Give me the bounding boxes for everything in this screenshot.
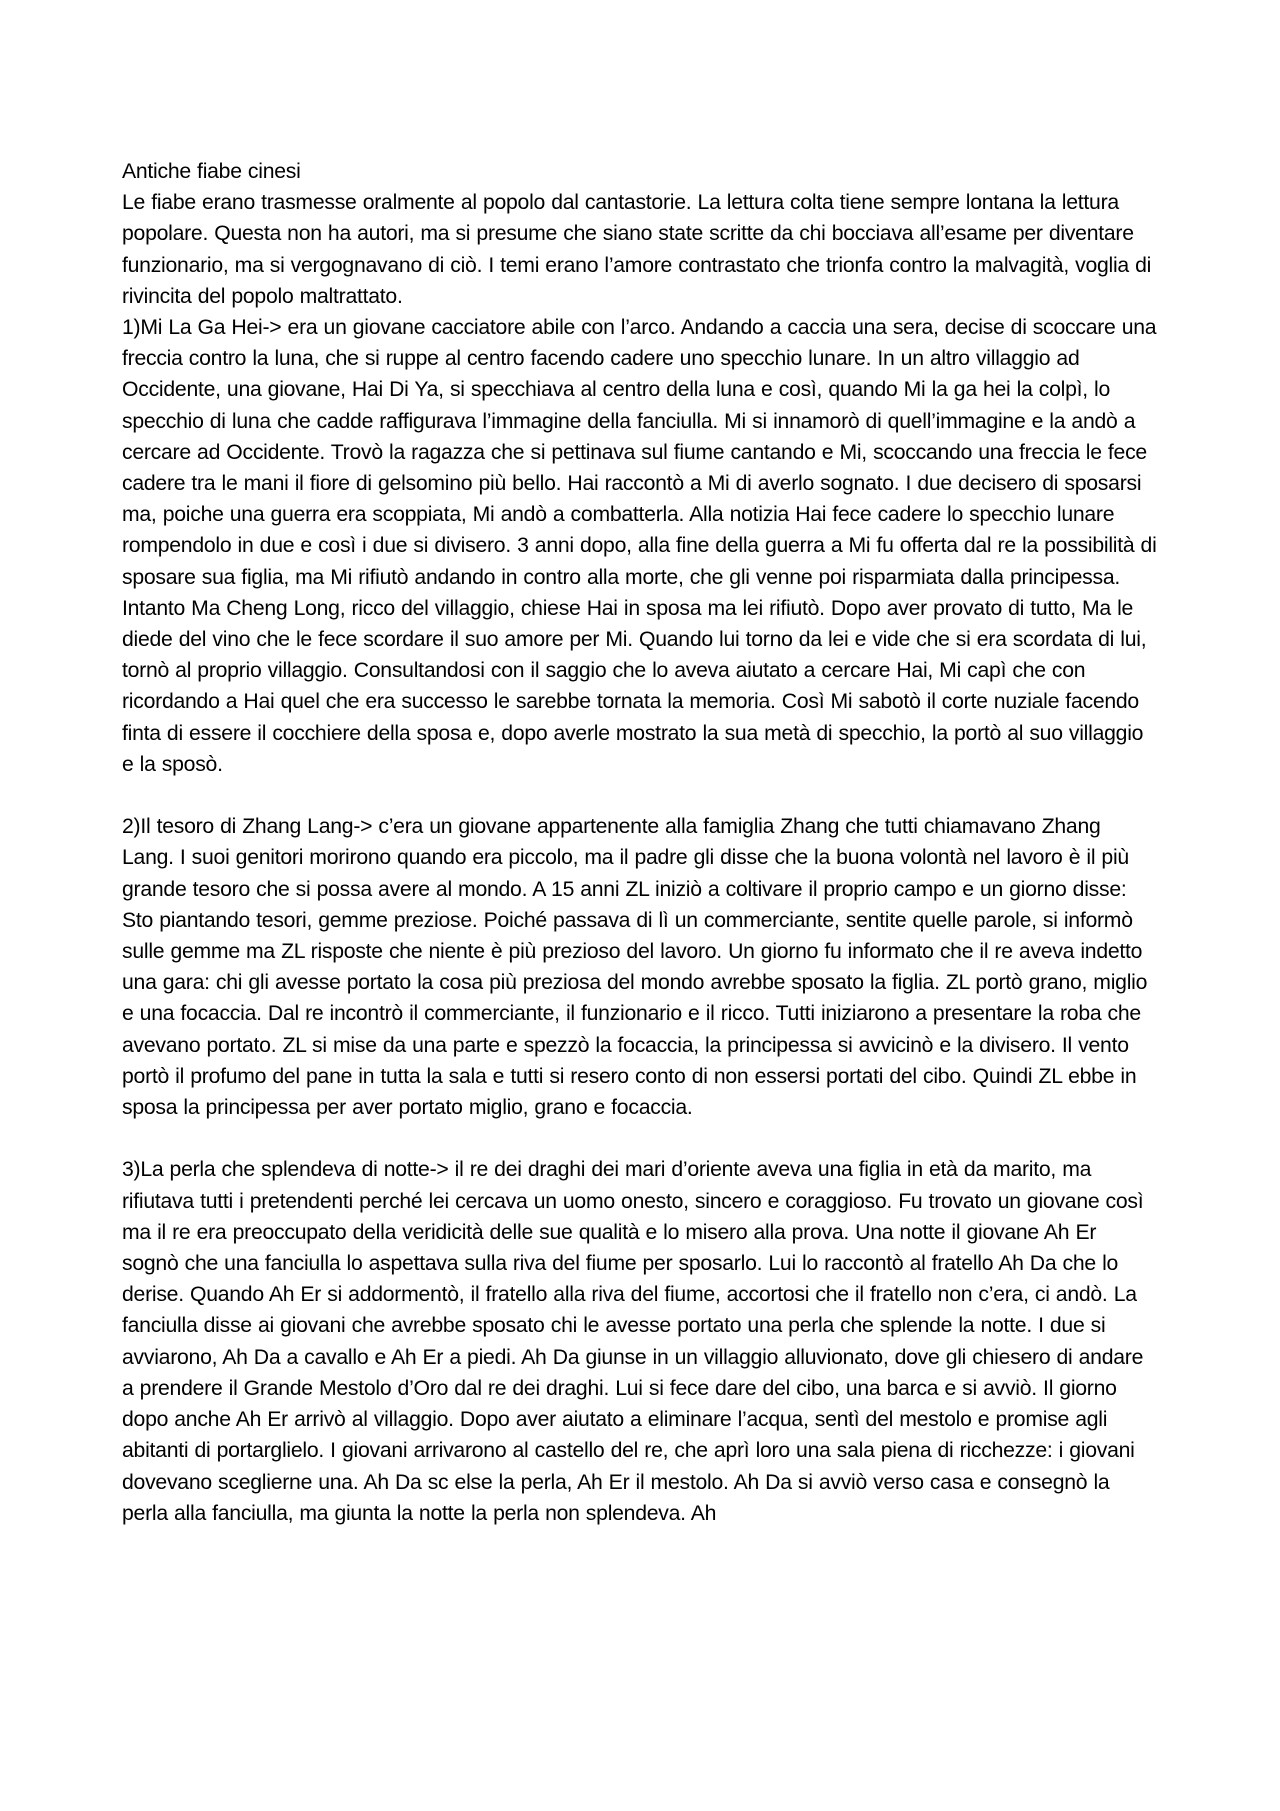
document-title: Antiche fiabe cinesi xyxy=(122,160,301,183)
tale-2-paragraph: 2)Il tesoro di Zhang Lang-> c’era un giovane appartenente alla famiglia Zhang che tutti chiamavano Zhang Lang. I suoi genitori morirono quando era piccolo, ma il padre gli disse che la buona volontà nel lavoro è il più grande tesoro che si possa avere al mondo. A 15 anni ZL iniziò a coltivare il proprio campo e un giorno disse: Sto piantando tesori, gemme preziose. Poiché passava di lì un commerciante, sentite quelle parole, si informò sulle gemme ma ZL risposte che niente è più prezioso del lavoro. Un giorno fu informato che il re aveva indetto una gara: chi gli avesse portato la cosa più preziosa del mondo avrebbe sposato la figlia. ZL portò grano, miglio e una focaccia. Dal re incontrò il commerciante, il funzionario e il ricco. Tutti iniziarono a presentare la roba che avevano portato. ZL si mise da una parte e spezzò la focaccia, la principessa si avvicinò e la divisero. Il vento portò il profumo del pane in tutta la sala e tutti si resero conto di non essersi portati del cibo. Quindi ZL ebbe in sposa la principessa per aver portato miglio, grano e focaccia. xyxy=(122,815,1148,1120)
document-body xyxy=(122,156,1158,1529)
tale-1-paragraph: 1)Mi La Ga Hei-> era un giovane cacciatore abile con l’arco. Andando a caccia una sera, decise di scoccare una freccia contro la luna, che si ruppe al centro facendo cadere uno specchio lunare. In un altro villaggio ad Occidente, una giovane, Hai Di Ya, si specchiava al centro della luna e così, quando Mi la ga hei la colpì, lo specchio di luna che cadde raffigurava l’immagine della fanciulla. Mi si innamorò di quell’immagine e la andò a cercare ad Occidente. Trovò la ragazza che si pettinava sul fiume cantando e Mi, scoccando una freccia le fece cadere tra le mani il fiore di gelsomino più bello. Hai raccontò a Mi di averlo sognato. I due decisero di sposarsi ma, poiche una guerra era scoppiata, Mi andò a combatterla. Alla notizia Hai fece cadere lo specchio lunare rompendolo in due e così i due si divisero. 3 anni dopo, alla fine della guerra a Mi fu offerta dal re la possibilità di sposare sua figlia, ma Mi rifiutò andando in contro alla morte, che gli venne poi risparmiata dalla principessa. Intanto Ma Cheng Long, ricco del villaggio, chiese Hai in sposa ma lei rifiutò. Dopo aver provato di tutto, Ma le diede del vino che le fece scordare il suo amore per Mi. Quando lui torno da lei e vide che si era scordata di lui, tornò al proprio villaggio. Consultandosi con il saggio che lo aveva aiutato a cercare Hai, Mi capì che con ricordando a Hai quel che era successo le sarebbe tornata la memoria. Così Mi sabotò il corte nuziale facendo finta di essere il cocchiere della sposa e, dopo averle mostrato la sua metà di specchio, la portò al suo villaggio e la sposò. xyxy=(122,316,1157,776)
intro-paragraph: Le fiabe erano trasmesse oralmente al popolo dal cantastorie. La lettura colta tiene sempre lontana la lettura popolare. Questa non ha autori, ma si presume che siano state scritte da chi bocciava all’esame per diventare funzionario, ma si vergognavano di ciò. I temi erano l’amore contrastato che trionfa contro la malvagità, voglia di rivincita del popolo maltrattato. xyxy=(122,191,1152,308)
tale-3-paragraph: 3)La perla che splendeva di notte-> il re dei draghi dei mari d’oriente aveva una figlia in età da marito, ma rifiutava tutti i pretendenti perché lei cercava un uomo onesto, sincero e coraggioso. Fu trovato un giovane così ma il re era preoccupato della veridicità delle sue qualità e lo misero alla prova. Una notte il giovane Ah Er sognò che una fanciulla lo aspettava sulla riva del fiume per sposarlo. Lui lo raccontò al fratello Ah Da che lo derise. Quando Ah Er si addormentò, il fratello alla riva del fiume, accortosi che il fratello non c’era, ci andò. La fanciulla disse ai giovani che avrebbe sposato chi le avesse portato una perla che splende la notte. I due si avviarono, Ah Da a cavallo e Ah Er a piedi. Ah Da giunse in un villaggio alluvionato, dove gli chiesero di andare a prendere il Grande Mestolo d’Oro dal re dei draghi. Lui si fece dare del cibo, una barca e si avviò. Il giorno dopo anche Ah Er arrivò al villaggio. Dopo aver aiutato a eliminare l’acqua, sentì del mestolo e promise agli abitanti di portarglielo. I giovani arrivarono al castello del re, che aprì loro una sala piena di ricchezze: i giovani dovevano sceglierne una. Ah Da sc else la perla, Ah Er il mestolo. Ah Da si avviò verso casa e consegnò la perla alla fanciulla, ma giunta la notte la perla non splendeva. Ah xyxy=(122,1158,1144,1525)
